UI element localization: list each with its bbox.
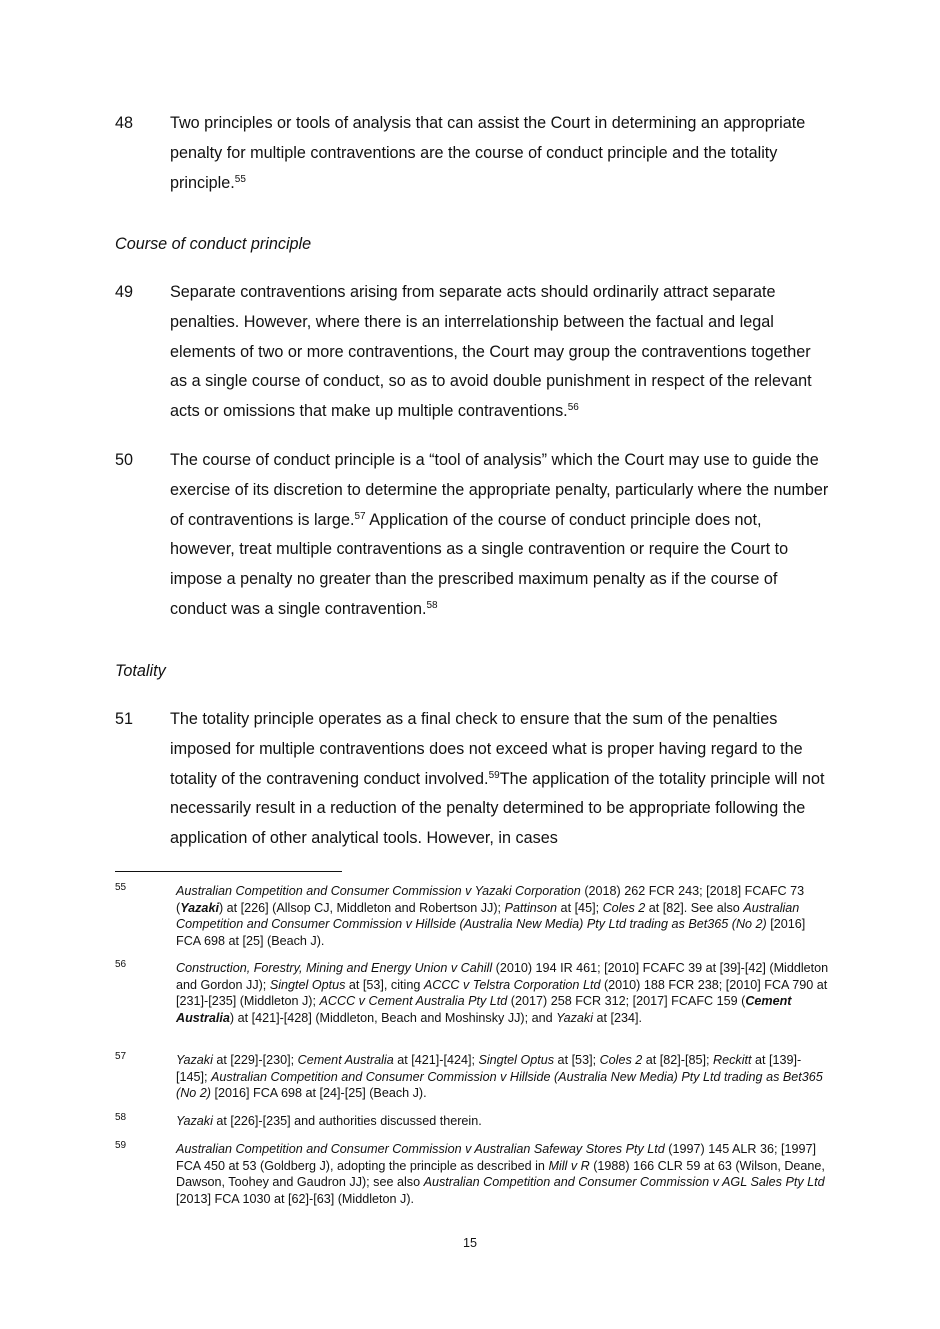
case-citation: Australian Competition and Consumer Commission v Hillside (Australia New Media) Pty Ltd trading as Bet365 (No 2) [176, 1069, 823, 1101]
case-citation: Yazaki [176, 1114, 213, 1128]
paragraph-number: 49 [115, 283, 134, 301]
section-heading-course-of-conduct: Course of conduct principle [115, 235, 312, 253]
paragraph-51 [115, 705, 830, 854]
case-citation: Pattinson [504, 900, 558, 915]
footnote-number: 58 [115, 1112, 127, 1123]
footnote-ref-57[interactable]: 57 [354, 510, 366, 522]
footnote-segment: (2010) 194 IR 461; [2010] FCAFC 39 at [39]-[42] (Middleton and Gordon JJ); [176, 961, 829, 992]
footnote-segment: ) at [421]-[428] (Middleton, Beach and Moshinsky JJ); and [229, 1010, 557, 1025]
footnote-segment: at [82]. See also [645, 900, 744, 915]
case-citation: Australian Competition and Consumer Commission v Yazaki Corporation [176, 884, 581, 898]
footnote-number: 56 [115, 959, 127, 970]
case-citation: ACCC v Telstra Corporation Ltd [423, 977, 601, 992]
footnote-55 [115, 883, 830, 949]
paragraph-text: Two principles or tools of analysis that can assist the Court in determining an appropriate penalty for multiple contraventions are the course of conduct principle and the totality principle.$^{55}$ [170, 114, 806, 192]
footnote-segment: [2016] FCA 698 at [24]-[25] (Beach J). [211, 1086, 427, 1101]
footnote-segment: (2017) 258 FCR 312; [2017] FCAFC 159 ( [507, 994, 746, 1009]
footnote-separator [115, 871, 342, 872]
footnote-number: 57 [115, 1051, 127, 1062]
paragraph-50 [115, 446, 830, 625]
footnote-57 [115, 1052, 830, 1102]
case-citation: Construction, Forestry, Mining and Energy Union v Cahill [176, 961, 493, 975]
section-heading-totality: Totality [115, 662, 166, 680]
case-citation: Cement Australia [297, 1053, 394, 1067]
defined-term: Cement Australia [176, 994, 792, 1025]
footnote-number: 55 [115, 882, 127, 893]
footnote-segment: [2016] FCA 698 at [25] (Beach J). [176, 917, 806, 948]
paragraph-text: The totality principle operates as a final check to ensure that the sum of the penalties imposed for multiple contraventions does not exceed what is proper having regard to the totality of the contravening conduct involved.$^{59}$The application of the totality principle will not necessarily result in a reduction of the penalty determined to be appropriate following the application of other analytical tools. However, in cases [170, 710, 825, 848]
footnote-segment: (2018) 262 FCR 243; [2018] FCAFC 73 ( [176, 884, 805, 915]
paragraph-text: Separate contraventions arising from separate acts should ordinarily attract separate penalties. However, where there is an interrelationship between the factual and legal elements of two or more contraventions, the Court may group the contraventions together as a single course of conduct, so as to avoid double punishment in respect of the relevant acts or omissions that make up multiple contraventions.$^{56}$ [170, 283, 812, 421]
case-citation: Singtel Optus [269, 977, 346, 992]
footnote-59 [115, 1141, 830, 1207]
footnote-text [176, 883, 830, 949]
case-citation: Yazaki [176, 1053, 213, 1067]
case-citation: Australian Competition and Consumer Commission v AGL Sales Pty Ltd [423, 1175, 825, 1190]
footnote-56 [115, 960, 830, 1026]
case-citation: Mill v R [548, 1158, 590, 1173]
footnote-ref-58[interactable]: 58 [426, 599, 438, 611]
case-citation: Reckitt [713, 1053, 752, 1067]
footnote-segment: at [53], citing [345, 977, 424, 992]
case-citation: ACCC v Cement Australia Pty Ltd [319, 994, 508, 1009]
footnote-segment: (1997) 145 ALR 36; [1997] FCA 450 at 53 (Goldberg J), adopting the principle as described in [176, 1142, 817, 1173]
paragraph-48 [115, 109, 830, 198]
footnote-segment: at [53]; [554, 1053, 600, 1067]
paragraph-text: The course of conduct principle is a “tool of analysis” which the Court may use to guide the exercise of its discretion to determine the appropriate penalty, particularly where the number of contraventions is large.$^{57}$ Application of the course of conduct principle does not, however, treat multiple contraventions as a single contravention or require the Court to impose a penalty no greater than the prescribed maximum penalty as if the course of conduct was a single contravention.$^{58}$ [170, 451, 829, 618]
footnote-number: 59 [115, 1140, 127, 1151]
paragraph-number: 51 [115, 710, 134, 728]
footnote-ref-56[interactable]: 56 [567, 402, 579, 414]
footnote-segment: at [229]-[230]; [212, 1053, 298, 1067]
footnote-text [176, 1113, 830, 1130]
footnote-text [176, 1141, 830, 1207]
paragraph-49 [115, 278, 830, 427]
case-citation: Australian Competition and Consumer Commission v Australian Safeway Stores Pty Ltd [176, 1142, 665, 1156]
case-citation: Singtel Optus [478, 1053, 555, 1067]
footnote-segment: (2010) 188 FCR 238; [2010] FCA 790 at [231]-[235] (Middleton J); [176, 977, 828, 1009]
case-citation: Coles 2 [599, 1053, 643, 1067]
case-citation: Coles 2 [602, 900, 646, 915]
page-number: 15 [462, 1236, 477, 1250]
footnote-segment: at [139]-[145]; [176, 1053, 802, 1084]
defined-term: Yazaki [180, 900, 219, 915]
footnote-text [176, 960, 830, 1026]
footnote-segment: at [421]-[424]; [393, 1053, 479, 1067]
footnote-segment: at [45]; [557, 900, 603, 915]
case-citation: Australian Competition and Consumer Commission v Hillside (Australia New Media) Pty Ltd trading as Bet365 (No 2) [176, 900, 800, 932]
footnote-segment: ) at [226] (Allsop CJ, Middleton and Robertson JJ); [218, 900, 505, 915]
footnote-text [176, 1052, 830, 1102]
footnote-ref-55[interactable]: 55 [234, 173, 246, 185]
paragraph-number: 50 [115, 451, 134, 469]
footnote-ref-59[interactable]: 59 [488, 769, 500, 781]
paragraph-number: 48 [115, 114, 134, 132]
footnote-segment: [2013] FCA 1030 at [62]-[63] (Middleton J). [176, 1191, 415, 1206]
footnote-segment: at [82]-[85]; [642, 1053, 713, 1067]
case-citation: Yazaki [556, 1010, 593, 1025]
footnote-segment: at [226]-[235] and authorities discussed therein. [212, 1114, 482, 1128]
footnote-segment: at [234]. [593, 1010, 643, 1025]
footnote-segment: (1988) 166 CLR 59 at 63 (Wilson, Deane, Dawson, Toohey and Gaudron JJ); see also [176, 1158, 825, 1190]
footnote-58 [115, 1113, 830, 1130]
